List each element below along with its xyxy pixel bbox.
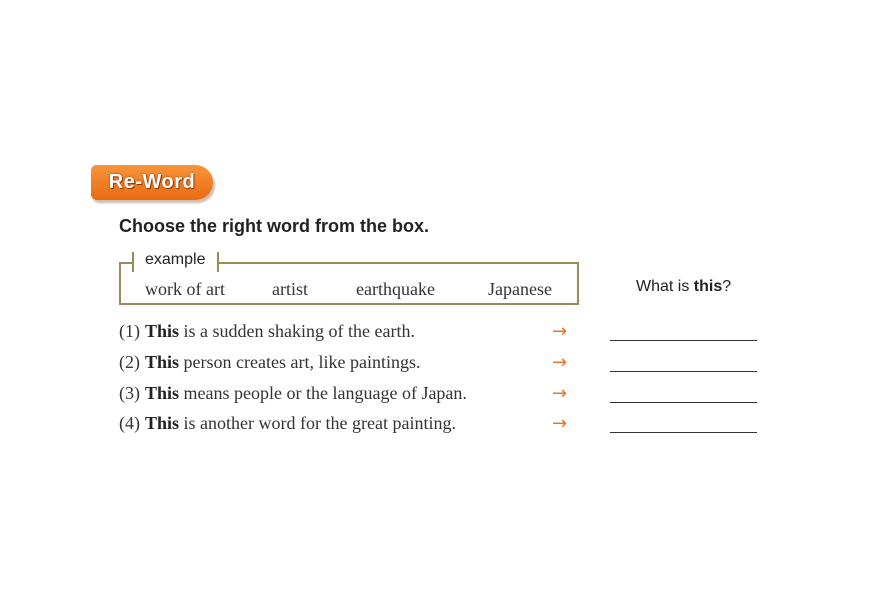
word-box-label: example — [145, 251, 206, 268]
question-subject: This — [145, 352, 180, 372]
word-option: artist — [272, 279, 308, 299]
answer-blank[interactable] — [610, 432, 757, 433]
question-item — [119, 352, 420, 373]
answer-blank[interactable] — [610, 402, 757, 403]
instruction-text: Choose the right word from the box. — [119, 216, 429, 236]
question-text: means people or the language of Japan. — [179, 383, 467, 403]
box-label-tick-left — [132, 252, 134, 272]
question-item — [119, 383, 467, 404]
box-border-top-right — [218, 262, 579, 264]
question-subject: This — [145, 413, 180, 433]
question-subject: This — [145, 321, 180, 341]
question-item — [119, 413, 456, 434]
right-arrow-icon: → — [552, 321, 568, 342]
right-arrow-icon: → — [552, 383, 568, 404]
question-text: is a sudden shaking of the earth. — [179, 321, 415, 341]
question-text: is another word for the great painting. — [179, 413, 456, 433]
heading-suffix: ? — [722, 278, 732, 295]
answer-column-heading — [636, 278, 731, 296]
right-arrow-icon: → — [552, 413, 568, 434]
heading-prefix: What is — [636, 278, 694, 295]
heading-emphasis: this — [693, 278, 723, 295]
right-arrow-icon: → — [552, 352, 568, 373]
word-option: Japanese — [488, 279, 552, 299]
question-item — [119, 321, 415, 342]
section-badge: Re-Word — [91, 165, 213, 200]
answer-blank[interactable] — [610, 371, 757, 372]
word-option: earthquake — [356, 279, 435, 299]
question-number: (1) — [119, 321, 140, 341]
question-number: (4) — [119, 413, 140, 433]
question-number: (2) — [119, 352, 140, 372]
box-border-top-left — [119, 262, 132, 264]
answer-blank[interactable] — [610, 340, 757, 341]
question-subject: This — [145, 383, 180, 403]
question-number: (3) — [119, 383, 140, 403]
word-option: work of art — [145, 279, 225, 299]
question-text: person creates art, like paintings. — [179, 352, 421, 372]
